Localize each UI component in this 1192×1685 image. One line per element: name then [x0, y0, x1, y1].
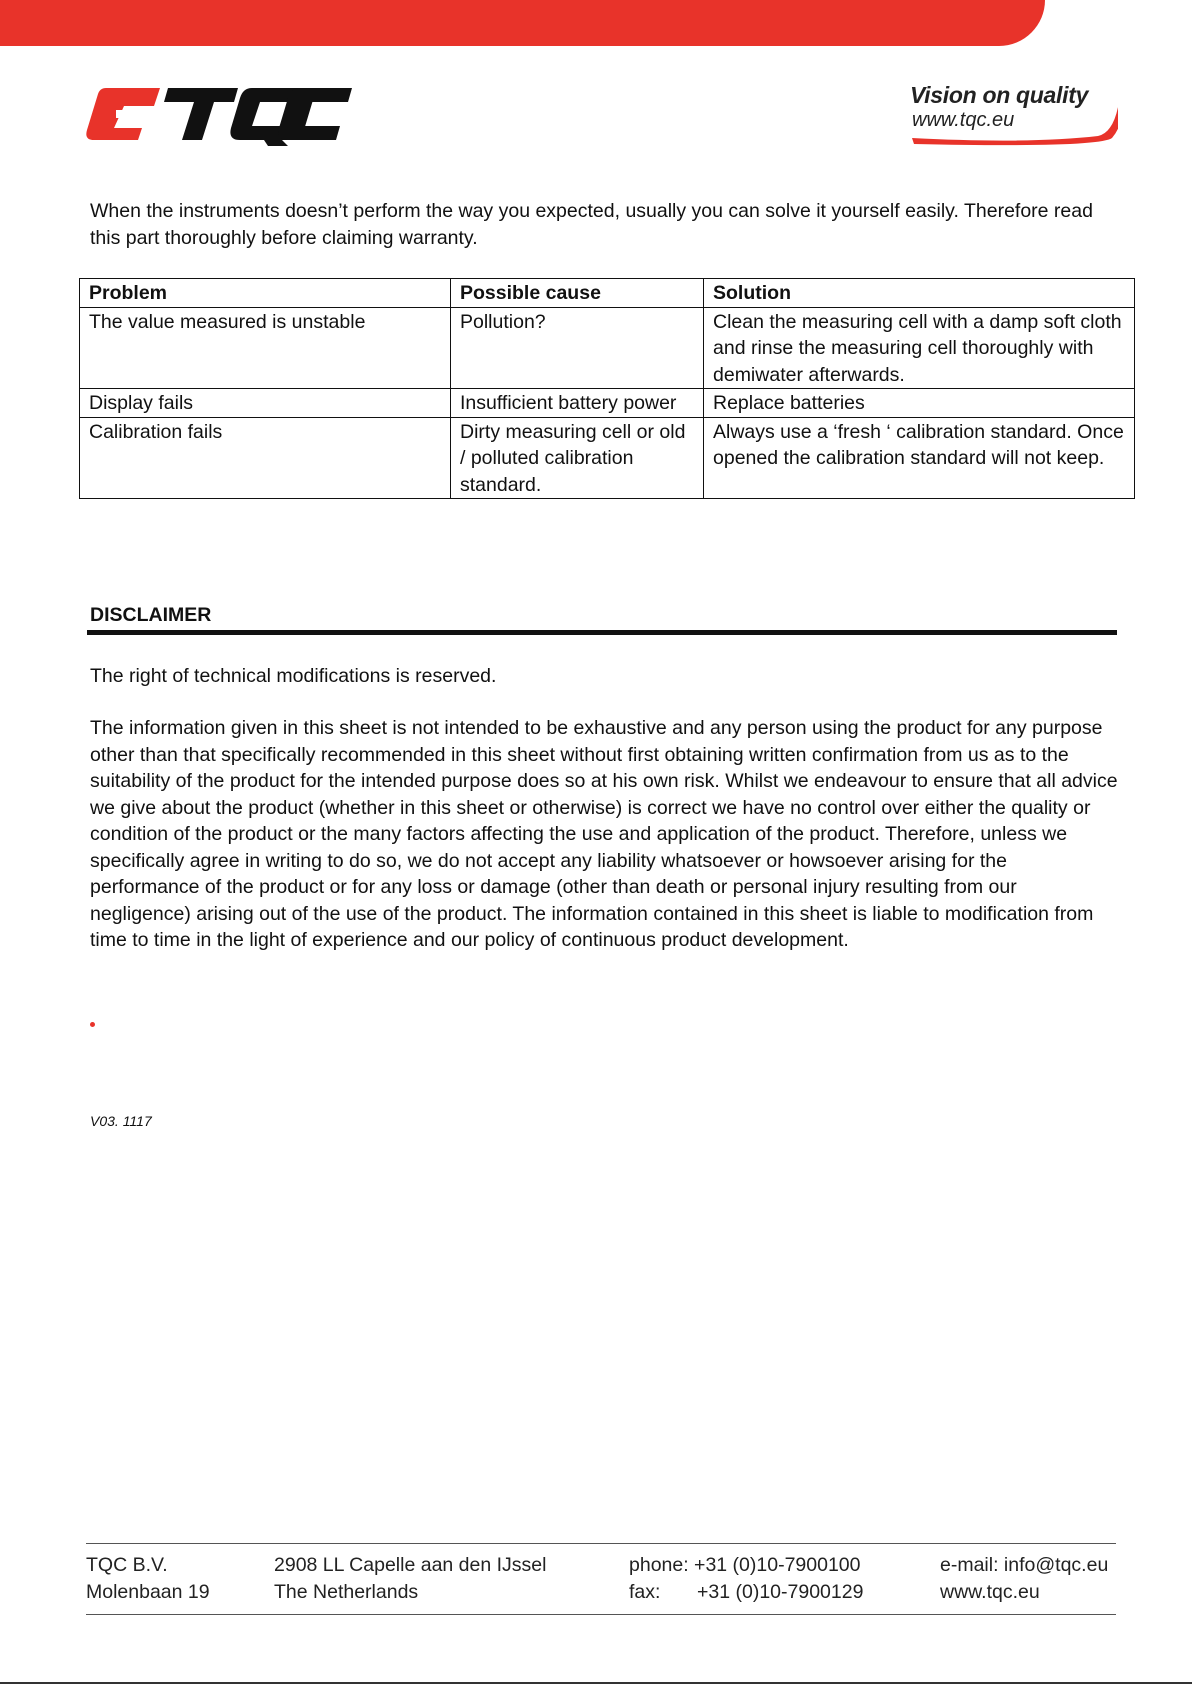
- cell-problem: Display fails: [80, 389, 451, 418]
- footer-country: The Netherlands: [274, 1580, 419, 1603]
- table-header-row: [80, 279, 1135, 308]
- cell-cause: Insufficient battery power: [451, 389, 704, 418]
- footer-fax-label: fax:: [629, 1580, 661, 1603]
- cell-cause: Pollution?: [451, 307, 704, 389]
- footer-city: 2908 LL Capelle aan den IJssel: [274, 1554, 547, 1576]
- footer-company: TQC B.V.: [86, 1554, 168, 1576]
- footer-web[interactable]: www.tqc.eu: [940, 1580, 1040, 1603]
- cell-solution: Always use a ‘fresh ‘ calibration standard. Once opened the calibration standard will not keep.: [704, 417, 1135, 499]
- table-row: [80, 307, 1135, 389]
- red-dot-mark: [90, 1022, 95, 1027]
- cell-cause: Dirty measuring cell or old / polluted calibration standard.: [451, 417, 704, 499]
- header-problem: Problem: [80, 279, 451, 308]
- table-row: [80, 417, 1135, 499]
- cell-problem: Calibration fails: [80, 417, 451, 499]
- disclaimer-divider: [87, 630, 1117, 635]
- intro-paragraph: When the instruments doesn’t perform the way you expected, usually you can solve it yourself easily. Therefore read this part thoroughly before claiming warranty.: [90, 200, 1093, 249]
- footer-phone: phone: +31 (0)10-7900100: [629, 1554, 861, 1576]
- cell-solution: Clean the measuring cell with a damp soft cloth and rinse the measuring cell thoroughly with demiwater afterwards.: [704, 307, 1135, 389]
- tqc-logo: [84, 80, 354, 146]
- footer-contact-column: [940, 1552, 1108, 1605]
- footer-email[interactable]: e-mail: info@tqc.eu: [940, 1554, 1109, 1576]
- table-row: [80, 389, 1135, 418]
- header-red-bar: [0, 0, 1045, 46]
- troubleshooting-table: [79, 278, 1135, 499]
- footer-fax-number: +31 (0)10-7900129: [697, 1580, 864, 1603]
- header-solution: Solution: [704, 279, 1135, 308]
- footer-top-rule: [86, 1543, 1116, 1544]
- disclaimer-paragraph-2: The information given in this sheet is not intended to be exhaustive and any person using the product for any purpose other than that specifically recommended in this sheet without first obtaining written confirmation from us as to the suitability of the product for the intended purpose does so at his own risk. Whilst we endeavour to ensure that all advice we give about the product (whether in this sheet or otherwise) is correct we have no control over either the quality or condition of the product or the many factors affecting the use and application of the product. Therefore, unless we specifically agree in writing to do so, we do not accept any liability whatsoever or howsoever arising for the performance of the product or for any loss or damage (other than death or personal injury resulting from our negligence) arising out of the use of the product. The information contained in this sheet is liable to modification from time to time in the light of experience and our policy of continuous product development.: [90, 717, 1118, 951]
- footer-fax: [629, 1579, 863, 1606]
- header-possible-cause: Possible cause: [451, 279, 704, 308]
- footer-bottom-rule: [86, 1614, 1116, 1615]
- footer-phone-column: [629, 1552, 863, 1605]
- tagline-text: Vision on quality: [910, 82, 1089, 108]
- cell-solution: Replace batteries: [704, 389, 1135, 418]
- disclaimer-paragraph-1: The right of technical modifications is reserved.: [90, 665, 497, 687]
- tagline-website[interactable]: www.tqc.eu: [912, 109, 1015, 131]
- footer-street: Molenbaan 19: [86, 1580, 210, 1603]
- page-bottom-line: [0, 1682, 1192, 1684]
- version-label: V03. 1117: [90, 1113, 152, 1129]
- cell-problem: The value measured is unstable: [80, 307, 451, 389]
- tagline-block: [908, 82, 1118, 146]
- footer-company-column: [86, 1552, 210, 1605]
- disclaimer-title: DISCLAIMER: [90, 604, 212, 626]
- footer-address-column: [274, 1552, 546, 1605]
